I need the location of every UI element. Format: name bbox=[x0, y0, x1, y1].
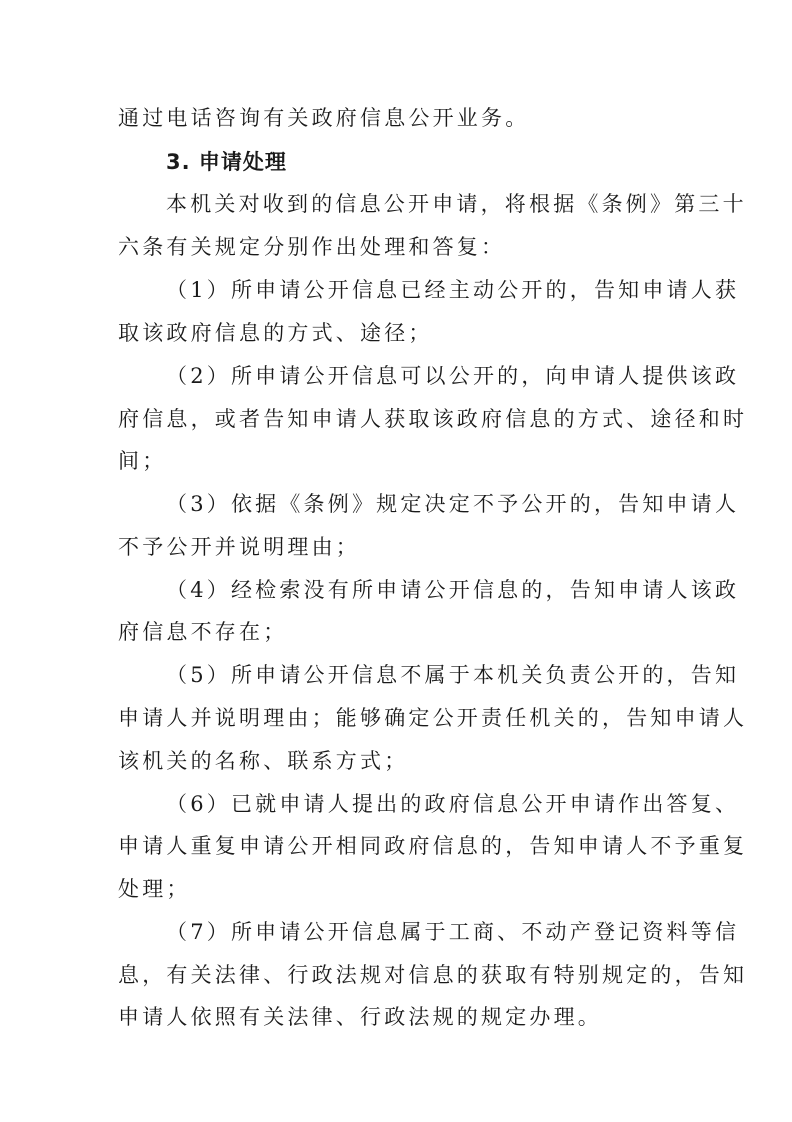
list-item-2-line: 府信息，或者告知申请人获取该政府信息的方式、途径和时 bbox=[118, 407, 748, 431]
body-text-line: 本机关对收到的信息公开申请，将根据《条例》第三十 bbox=[166, 192, 747, 216]
list-item-5-line: 该机关的名称、联系方式； bbox=[118, 749, 409, 773]
body-text-line: 通过电话咨询有关政府信息公开业务。 bbox=[118, 106, 530, 130]
list-item-6-line: 处理； bbox=[118, 877, 191, 901]
list-item-7-line: 息，有关法律、行政法规对信息的获取有特别规定的，告知 bbox=[118, 963, 748, 987]
list-item-1-line: 取该政府信息的方式、途径； bbox=[118, 321, 433, 345]
list-item-3-line: 不予公开并说明理由； bbox=[118, 535, 360, 559]
list-item-5-line: 申请人并说明理由；能够确定公开责任机关的，告知申请人 bbox=[118, 706, 748, 730]
list-item-1-line: （1）所申请公开信息已经主动公开的，告知申请人获 bbox=[166, 278, 740, 302]
list-item-6-line: （6）已就申请人提出的政府信息公开申请作出答复、 bbox=[166, 792, 740, 816]
section-heading: 3. 申请处理 bbox=[166, 150, 287, 174]
list-item-4-line: （4）经检索没有所申请公开信息的，告知申请人该政 bbox=[166, 578, 740, 602]
list-item-7-line: 申请人依照有关法律、行政法规的规定办理。 bbox=[118, 1005, 602, 1029]
list-item-3-line: （3）依据《条例》规定决定不予公开的，告知申请人 bbox=[166, 492, 740, 516]
list-item-4-line: 府信息不存在； bbox=[118, 620, 288, 644]
list-item-2-line: 间； bbox=[118, 449, 167, 473]
list-item-5-line: （5）所申请公开信息不属于本机关负责公开的，告知 bbox=[166, 663, 740, 687]
list-item-2-line: （2）所申请公开信息可以公开的，向申请人提供该政 bbox=[166, 364, 740, 388]
list-item-7-line: （7）所申请公开信息属于工商、不动产登记资料等信 bbox=[166, 920, 740, 944]
list-item-6-line: 申请人重复申请公开相同政府信息的，告知申请人不予重复 bbox=[118, 834, 748, 858]
body-text-line: 六条有关规定分别作出处理和答复： bbox=[118, 235, 506, 259]
